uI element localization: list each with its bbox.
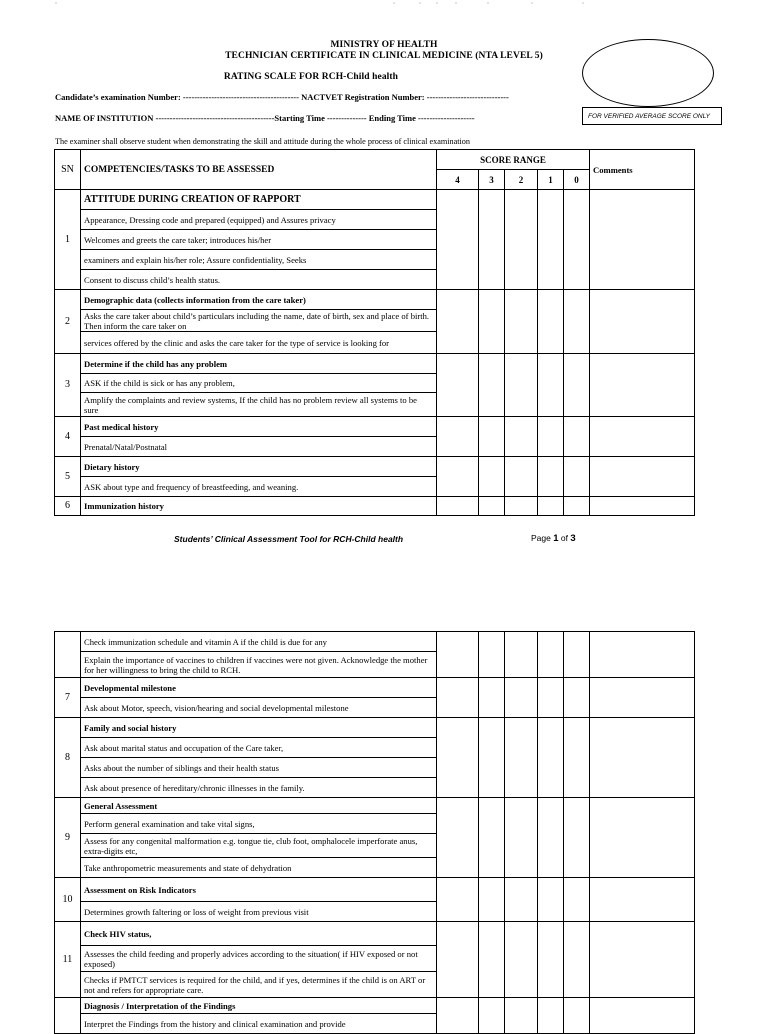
comments-cell[interactable]	[590, 290, 695, 354]
score-cell-3[interactable]	[479, 798, 505, 878]
score-cell-1[interactable]	[538, 878, 564, 922]
task-text: Interpret the Findings from the history and clinical examination and provide	[81, 1014, 437, 1034]
page-word: Page	[531, 533, 551, 543]
comments-cell[interactable]	[590, 878, 695, 922]
score-cell-3[interactable]	[479, 190, 505, 290]
task-text: Asks about the number of siblings and their health status	[81, 758, 437, 778]
certificate-title: TECHNICIAN CERTIFICATE IN CLINICAL MEDICINE (NTA LEVEL 5)	[225, 51, 543, 61]
score-cell-2[interactable]	[505, 497, 538, 516]
assessment-table-page2	[54, 631, 695, 1034]
task-text: ASK about type and frequency of breastfeeding, and weaning.	[81, 477, 437, 497]
comments-cell[interactable]	[590, 718, 695, 798]
score-cell-3[interactable]	[479, 878, 505, 922]
sn-cell: 7	[55, 678, 81, 718]
task-row	[55, 632, 695, 652]
comments-cell[interactable]	[590, 457, 695, 497]
task-row	[55, 718, 695, 738]
score-cell-4[interactable]	[437, 878, 479, 922]
task-row	[55, 290, 695, 310]
sn-cell: 9	[55, 798, 81, 878]
score-cell-1[interactable]	[538, 998, 564, 1034]
score-cell-0[interactable]	[564, 998, 590, 1034]
sn-cell: 1	[55, 190, 81, 290]
score-cell-4[interactable]	[437, 290, 479, 354]
score-cell-2[interactable]	[505, 632, 538, 678]
task-text: Ask about presence of hereditary/chronic illnesses in the family.	[81, 778, 437, 798]
score-cell-2[interactable]	[505, 290, 538, 354]
score-cell-0[interactable]	[564, 457, 590, 497]
score-cell-2[interactable]	[505, 190, 538, 290]
of-word: of	[560, 533, 568, 543]
task-text: Consent to discuss child’s health status.	[81, 270, 437, 290]
score-cell-0[interactable]	[564, 922, 590, 998]
sn-cell: 3	[55, 354, 81, 417]
task-text: Prenatal/Natal/Postnatal	[81, 437, 437, 457]
score-range-header: SCORE RANGE	[437, 150, 590, 170]
task-text: Assess for any congenital malformation e.g. tongue tie, club foot, omphalocele imperforate anus, extra-digits etc,	[81, 834, 437, 858]
score-cell-0[interactable]	[564, 354, 590, 417]
task-row	[55, 457, 695, 477]
task-text: Assesses the child feeding and properly advices according to the situation( if HIV exposed or not exposed)	[81, 946, 437, 972]
score-cell-1[interactable]	[538, 718, 564, 798]
score-cell-3[interactable]	[479, 678, 505, 718]
task-text: Ask about Motor, speech, vision/hearing and social developmental milestone	[81, 698, 437, 718]
score-cell-0[interactable]	[564, 878, 590, 922]
verified-score-box: FOR VERIFIED AVERAGE SCORE ONLY	[582, 107, 722, 125]
sn-cell: 8	[55, 718, 81, 798]
section-heading: Family and social history	[81, 718, 437, 738]
comments-cell[interactable]	[590, 632, 695, 678]
sn-header: SN	[55, 150, 81, 190]
score-cell-3[interactable]	[479, 417, 505, 457]
score-cell-1[interactable]	[538, 354, 564, 417]
score-cell-2[interactable]	[505, 718, 538, 798]
section-heading: Dietary history	[81, 457, 437, 477]
score-cell-1[interactable]	[538, 417, 564, 457]
assessment-table-page1	[54, 149, 695, 516]
section-heading: Check HIV status,	[81, 922, 437, 946]
task-row	[55, 417, 695, 437]
score-cell-2[interactable]	[505, 798, 538, 878]
score-cell-4[interactable]	[437, 417, 479, 457]
comments-cell[interactable]	[590, 798, 695, 878]
score-cell-4[interactable]	[437, 457, 479, 497]
score-cell-2[interactable]	[505, 922, 538, 998]
sn-cell: 6	[55, 497, 81, 516]
comments-cell[interactable]	[590, 354, 695, 417]
score-1-header: 1	[538, 170, 564, 190]
score-cell-0[interactable]	[564, 290, 590, 354]
task-text: Perform general examination and take vital signs,	[81, 814, 437, 834]
score-cell-0[interactable]	[564, 798, 590, 878]
page-total: 3	[570, 533, 576, 544]
comments-cell[interactable]	[590, 497, 695, 516]
comments-cell[interactable]	[590, 190, 695, 290]
section-heading: Determine if the child has any problem	[81, 354, 437, 374]
score-cell-1[interactable]	[538, 190, 564, 290]
score-cell-3[interactable]	[479, 290, 505, 354]
task-row	[55, 190, 695, 210]
section-heading: Demographic data (collects information from the care taker)	[81, 290, 437, 310]
sn-cell: 11	[55, 922, 81, 998]
task-text: ASK if the child is sick or has any problem,	[81, 374, 437, 393]
section-heading: Past medical history	[81, 417, 437, 437]
section-heading: Assessment on Risk Indicators	[81, 878, 437, 902]
comments-header: Comments	[590, 150, 695, 190]
score-cell-3[interactable]	[479, 998, 505, 1034]
score-cell-3[interactable]	[479, 457, 505, 497]
score-0-header: 0	[564, 170, 590, 190]
score-4-header: 4	[437, 170, 479, 190]
scan-artifacts	[0, 0, 768, 6]
task-text: Check immunization schedule and vitamin A if the child is due for any	[81, 632, 437, 652]
task-text: Checks if PMTCT services is required for the child, and if yes, determines if the child is on ART or not and refers for appropriate care.	[81, 972, 437, 998]
section-heading: General Assessment	[81, 798, 437, 814]
score-cell-1[interactable]	[538, 290, 564, 354]
sn-cell: 4	[55, 417, 81, 457]
task-row	[55, 878, 695, 902]
score-cell-2[interactable]	[505, 457, 538, 497]
score-cell-4[interactable]	[437, 998, 479, 1034]
score-cell-4[interactable]	[437, 632, 479, 678]
score-cell-3[interactable]	[479, 497, 505, 516]
score-cell-0[interactable]	[564, 678, 590, 718]
score-3-header: 3	[479, 170, 505, 190]
task-text: Amplify the complaints and review systems, If the child has no problem review all systems to be sure	[81, 393, 437, 417]
page-current: 1	[553, 533, 559, 544]
score-cell-4[interactable]	[437, 922, 479, 998]
task-text: Determines growth faltering or loss of weight from previous visit	[81, 902, 437, 922]
score-cell-3[interactable]	[479, 922, 505, 998]
score-cell-2[interactable]	[505, 998, 538, 1034]
score-cell-1[interactable]	[538, 798, 564, 878]
institution-line: NAME OF INSTITUTION ------------------------------------------Starting Time -------------- Ending Time --------------------	[55, 113, 475, 123]
task-row	[55, 678, 695, 698]
comments-cell[interactable]	[590, 922, 695, 998]
comments-cell[interactable]	[590, 998, 695, 1034]
score-cell-4[interactable]	[437, 497, 479, 516]
score-cell-0[interactable]	[564, 190, 590, 290]
section-heading: Developmental milestone	[81, 678, 437, 698]
rating-scale-title: RATING SCALE FOR RCH-Child health	[223, 72, 399, 82]
task-text: Welcomes and greets the care taker; introduces his/her	[81, 230, 437, 250]
instruction-text: The examiner shall observe student when demonstrating the skill and attitude during the whole process of clinical examination	[55, 137, 470, 146]
task-row	[55, 998, 695, 1014]
score-cell-4[interactable]	[437, 678, 479, 718]
score-cell-1[interactable]	[538, 632, 564, 678]
score-cell-1[interactable]	[538, 678, 564, 718]
task-text: Take anthropometric measurements and state of dehydration	[81, 858, 437, 878]
task-row	[55, 922, 695, 946]
score-cell-3[interactable]	[479, 632, 505, 678]
score-cell-4[interactable]	[437, 190, 479, 290]
task-text: Asks the care taker about child’s particulars including the name, date of birth, sex and place of birth. Then inform the care taker on	[81, 310, 437, 332]
score-cell-0[interactable]	[564, 417, 590, 457]
task-row	[55, 497, 695, 516]
section-heading: Immunization history	[81, 497, 437, 516]
ministry-title: MINISTRY OF HEALTH	[330, 40, 438, 50]
score-cell-1[interactable]	[538, 497, 564, 516]
sn-cell: 5	[55, 457, 81, 497]
task-row	[55, 354, 695, 374]
sn-cell	[55, 998, 81, 1034]
footer-tool-title: Students’ Clinical Assessment Tool for RCH-Child health	[174, 534, 404, 544]
task-text: Ask about marital status and occupation of the Care taker,	[81, 738, 437, 758]
task-text: Appearance, Dressing code and prepared (equipped) and Assures privacy	[81, 210, 437, 230]
score-cell-2[interactable]	[505, 678, 538, 718]
task-text: services offered by the clinic and asks the care taker for the type of service is looking for	[81, 332, 437, 354]
score-2-header: 2	[505, 170, 538, 190]
score-cell-4[interactable]	[437, 354, 479, 417]
score-cell-0[interactable]	[564, 632, 590, 678]
sn-cell: 10	[55, 878, 81, 922]
score-cell-2[interactable]	[505, 878, 538, 922]
score-cell-1[interactable]	[538, 922, 564, 998]
comments-cell[interactable]	[590, 417, 695, 457]
score-cell-0[interactable]	[564, 718, 590, 798]
section-heading: ATTITUDE DURING CREATION OF RAPPORT	[81, 190, 437, 210]
comments-cell[interactable]	[590, 678, 695, 718]
score-cell-0[interactable]	[564, 497, 590, 516]
score-cell-4[interactable]	[437, 718, 479, 798]
task-text: examiners and explain his/her role; Assure confidentiality, Seeks	[81, 250, 437, 270]
score-cell-1[interactable]	[538, 457, 564, 497]
score-cell-3[interactable]	[479, 354, 505, 417]
score-cell-2[interactable]	[505, 417, 538, 457]
sn-cell: 2	[55, 290, 81, 354]
task-row	[55, 798, 695, 814]
section-heading: Diagnosis / Interpretation of the Findings	[81, 998, 437, 1014]
score-cell-4[interactable]	[437, 798, 479, 878]
page-number	[531, 533, 576, 544]
task-header: COMPETENCIES/TASKS TO BE ASSESSED	[81, 150, 437, 190]
score-oval	[582, 39, 714, 107]
score-cell-3[interactable]	[479, 718, 505, 798]
candidate-number-line: Candidate’s examination Number: ----------------------------------------- NACTVET Registration Number: -----------------------------	[55, 92, 509, 102]
score-cell-2[interactable]	[505, 354, 538, 417]
sn-cell	[55, 632, 81, 678]
task-text: Explain the importance of vaccines to children if vaccines were not given. Acknowledge the mother for her willingness to bring the child to RCH.	[81, 652, 437, 678]
